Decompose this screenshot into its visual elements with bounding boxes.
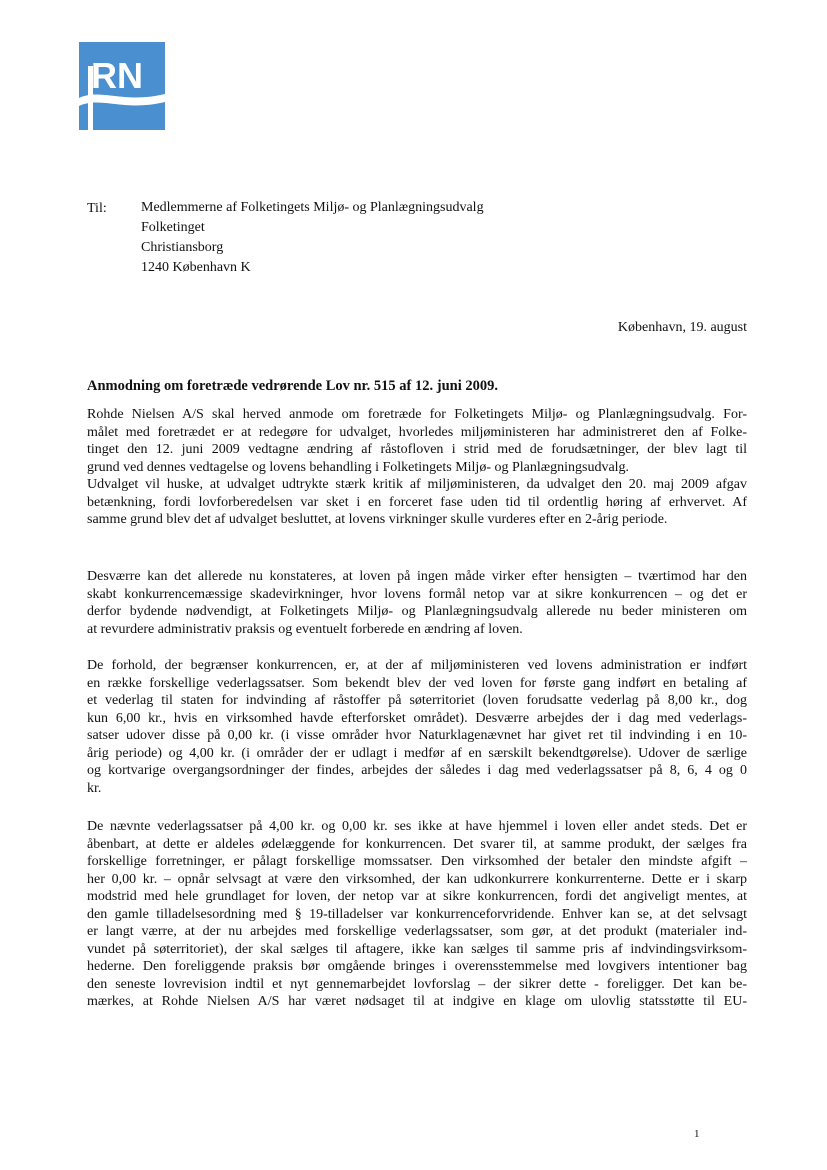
text-line: målet med foretrædet er at redegøre for udvalget, hvorledes miljøministeren har administreret den af Folke- bbox=[87, 424, 747, 440]
recipient-label: Til: bbox=[87, 201, 107, 216]
text-line: Desværre kan det allerede nu konstateres, at loven på ingen måde virker efter hensigten – tværtimod har den bbox=[87, 569, 747, 584]
text-line: og kortvarige overgangsordninger der findes, arbejdes der således i dag med vederlagssatser på 8, 6, 4 og 0 bbox=[87, 763, 747, 778]
text-line: De forhold, der begrænser konkurrencen, er, at der af miljøministeren ved lovens administration er indført bbox=[87, 658, 747, 673]
letter-subject: Anmodning om foretræde vedrørende Lov nr. 515 af 12. juni 2009. bbox=[87, 378, 498, 394]
paragraph-2 bbox=[87, 476, 747, 529]
paragraph-5 bbox=[87, 818, 747, 1011]
text-line: kun 6,00 kr., hvis en virksomhed havde efterforsket området). Desværre arbejdes der i dag med vederlags- bbox=[87, 710, 747, 726]
text-line: Udvalget vil huske, at udvalget udtrykte stærk kritik af miljøministeren, da udvalget den 20. maj 2009 afgav bbox=[87, 477, 747, 492]
text-line: satser udover disse på 0,00 kr. (i visse områder hvor Naturklagenævnet har givet ret til indvinding i en 10- bbox=[87, 728, 747, 743]
address-line: Christiansborg bbox=[141, 240, 224, 255]
text-line: mærkes, at Rohde Nielsen A/S har været nødsaget til at indgive en klage om ulovlig statsstøtte til EU- bbox=[87, 994, 747, 1009]
rn-logo bbox=[79, 42, 165, 130]
text-line: at revurdere administrativ praksis og eventuelt forberede en ændring af loven. bbox=[87, 621, 523, 637]
text-line: den gamle tilladelsesordning med § 19-tilladelser var konkurrenceforvridende. Enhver kan se, at det selvsagt bbox=[87, 906, 747, 922]
text-line: modstrid med hele grundlaget for loven, der netop var at sikre konkurrencen, fordi det angiveligt mentes, at bbox=[87, 889, 747, 904]
text-line: forskellige forretninger, er pålagt forskellige momssatser. Den virksomhed der betaler den mindste afgift – bbox=[87, 854, 747, 869]
text-line: hederne. Den foreliggende praksis bør omgående bringes i overensstemmelse med lovgivers intentioner bag bbox=[87, 959, 747, 974]
text-line: samme grund blev det af udvalget besluttet, at lovens virkninger skulle vurderes efter en 2-årig periode. bbox=[87, 512, 668, 527]
text-line: skabt konkurrencemæssige skadevirkninger, hvor lovens formål netop var at sikre konkurrencen – og det er bbox=[87, 586, 747, 602]
text-line: årig periode) og 4,00 kr. (i områder der er udlagt i medfør af en særskilt bekendtgørelse). Udover de særlige bbox=[87, 745, 747, 761]
text-line: her 0,00 kr. – opnår selvsagt at være den virksomhed, der kan udkonkurrere konkurrenterne. Dette er i skarp bbox=[87, 871, 747, 887]
text-line: kr. bbox=[87, 780, 102, 796]
text-line: grund ved dennes vedtagelse og lovens behandling i Folketingets Miljø- og Planlægningsudvalg. bbox=[87, 459, 630, 475]
paragraph-4 bbox=[87, 657, 747, 797]
text-line: vundet på søterritoriet), der skal sælges til aftagere, ikke kan sælges til samme pris af indvindingsvirksom- bbox=[87, 941, 747, 957]
text-line: åbenbart, at dette er aldeles ødelæggende for konkurrencen. Det svarer til, at samme produkt, der sælges fra bbox=[87, 836, 747, 852]
page-number: 1 bbox=[694, 1128, 700, 1140]
address-line: Folketinget bbox=[141, 220, 205, 235]
text-line: De nævnte vederlagssatser på 4,00 kr. og 0,00 kr. ses ikke at have hjemmel i loven eller andet steds. Det er bbox=[87, 819, 747, 834]
text-line: et vederlag til staten for indvinding af råstoffer på søterritoriet (loven forudsatte vederlag på 8,00 kr., dog bbox=[87, 693, 747, 708]
text-line: en række forskellige vederlagssatser. Som bekendt blev der ved loven for første gang indført en betaling af bbox=[87, 675, 747, 691]
address-line: 1240 København K bbox=[141, 260, 251, 275]
paragraph-1 bbox=[87, 406, 747, 476]
logo-text: RN bbox=[91, 55, 143, 96]
letter-date: København, 19. august bbox=[617, 320, 747, 335]
text-line: er langt værre, at der nu arbejdes med forskellige vederlagssatser, som gør, at det produkt (materialer ind- bbox=[87, 924, 747, 939]
text-line: Rohde Nielsen A/S skal herved anmode om foretræde for Folketingets Miljø- og Planlægningsudvalg. For- bbox=[87, 407, 747, 422]
paragraph-3 bbox=[87, 568, 747, 638]
address-line: Medlemmerne af Folketingets Miljø- og Planlægningsudvalg bbox=[141, 200, 484, 215]
text-line: tinget den 12. juni 2009 vedtagne ændring af råstofloven i strid med de forudsætninger, der blev lagt til bbox=[87, 442, 747, 457]
text-line: den seneste lovrevision indtil et nyt gennemarbejdet lovforslag – der sikrer dette - foreligger. Det kan be- bbox=[87, 976, 747, 992]
text-line: derfor bydende nødvendigt, at Folketingets Miljø- og Planlægningsudvalg allerede nu beder ministeren om bbox=[87, 604, 747, 619]
text-line: betænkning, fordi lovforberedelsen var sket i en forceret fase uden tid til ordentlig høring af erhvervet. Af bbox=[87, 494, 747, 510]
recipient-address bbox=[141, 198, 484, 278]
